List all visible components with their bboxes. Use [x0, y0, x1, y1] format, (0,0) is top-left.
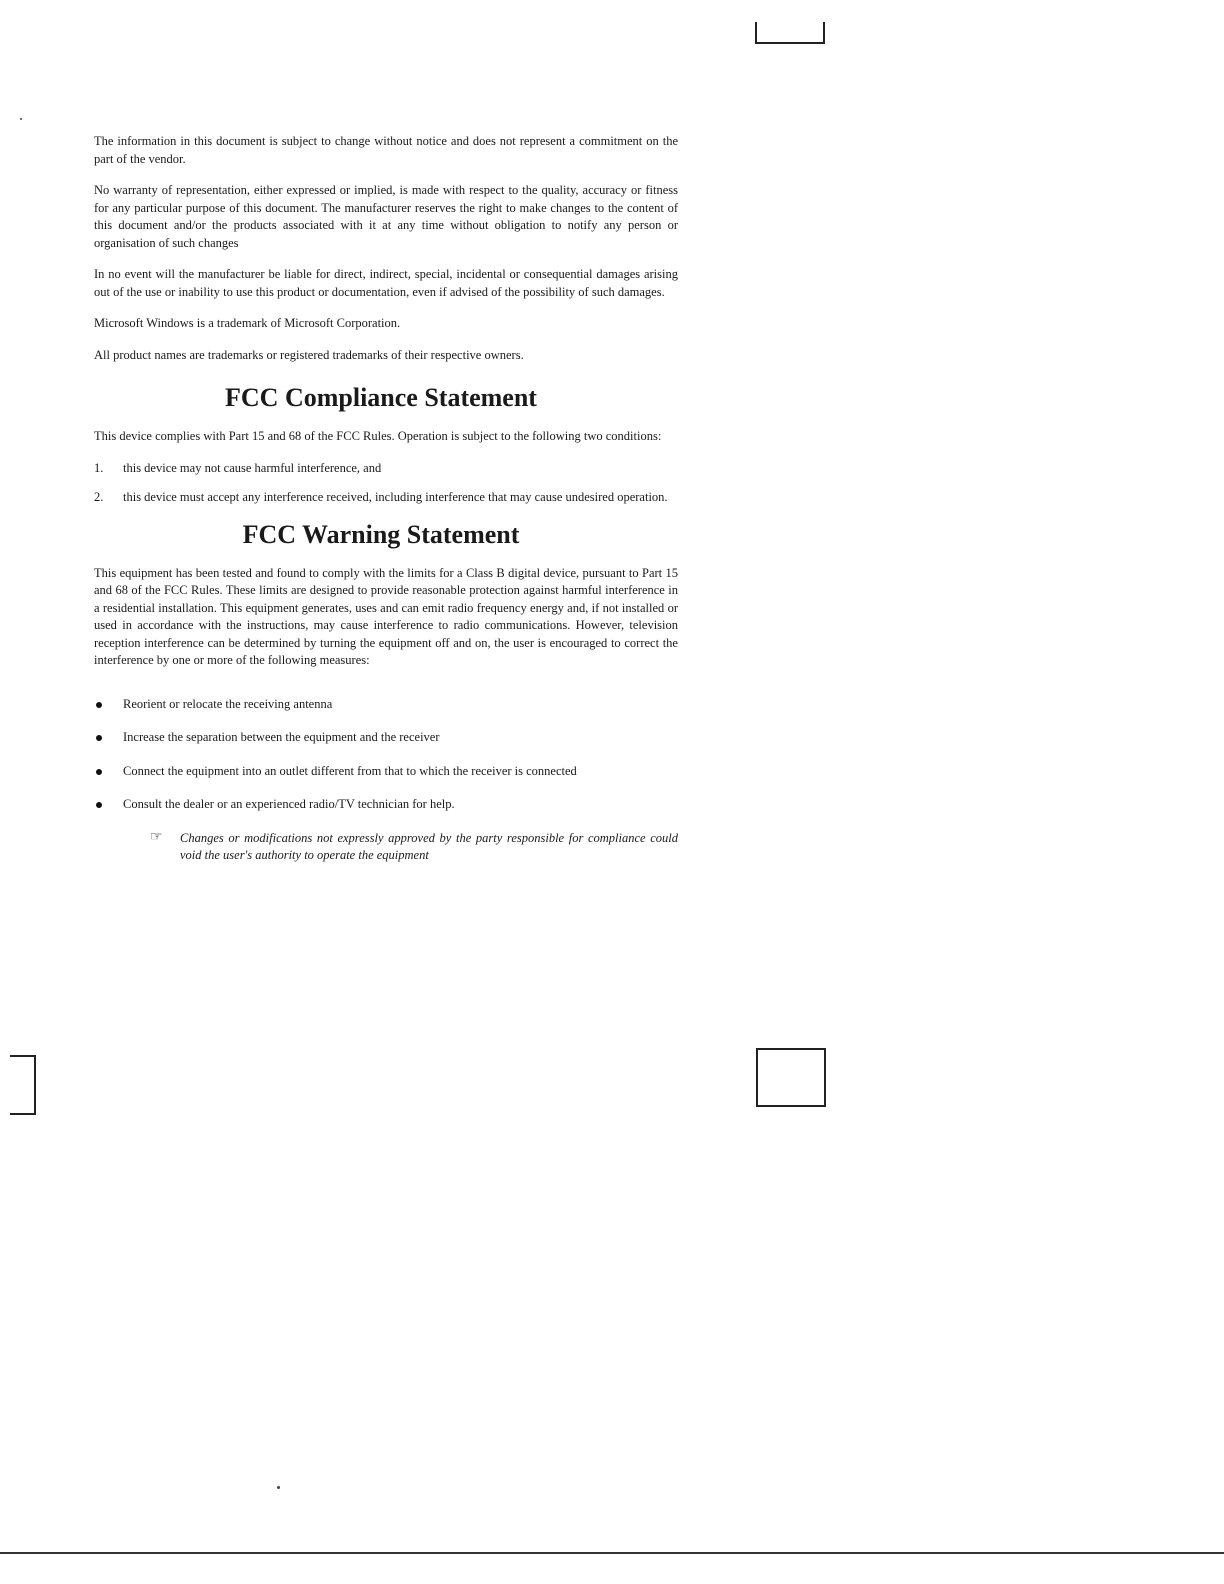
liability-paragraph: In no event will the manufacturer be liable for direct, indirect, special, incidental or consequential damages arising out of the use or inability to use this product or documentation, even if advised of the possibility of such damages.	[94, 267, 678, 299]
list-item	[94, 729, 678, 747]
registration-box	[756, 1048, 826, 1107]
list-item-text: Reorient or relocate the receiving antenna	[123, 696, 333, 711]
list-item	[94, 489, 678, 507]
crop-mark-left	[10, 1055, 36, 1115]
modification-note	[150, 829, 678, 865]
document-body	[94, 133, 678, 865]
scan-speck	[277, 1486, 280, 1489]
compliance-intro: This device complies with Part 15 and 68 of the FCC Rules. Operation is subject to the following two conditions:	[94, 429, 662, 443]
owners-paragraph: All product names are trademarks or registered trademarks of their respective owners.	[94, 347, 524, 362]
warranty-paragraph: No warranty of representation, either expressed or implied, is made with respect to the quality, accuracy or fitness for any particular purpose of this document. The manufacturer reserves the right to make changes to the content of this document and/or the products associated with it at any time without obligation to notify any person or organisation of such changes	[94, 183, 678, 250]
list-item-text: Increase the separation between the equipment and the receiver	[123, 730, 440, 744]
conditions-list	[94, 460, 678, 507]
bullet-icon	[96, 702, 102, 708]
note-text: Changes or modifications not expressly approved by the party responsible for compliance could void the user's authority to operate the equipment	[180, 830, 678, 862]
compliance-heading: FCC Compliance Statement	[225, 383, 537, 412]
notice-paragraph: The information in this document is subject to change without notice and does not represent a commitment on the part of the vendor.	[94, 134, 678, 166]
page-bottom-rule	[0, 1552, 1224, 1554]
list-item-text: Connect the equipment into an outlet different from that to which the receiver is connected	[123, 763, 577, 778]
list-item	[94, 460, 678, 478]
list-number: 1.	[94, 460, 104, 475]
crop-mark-top	[755, 22, 825, 44]
bullet-icon	[96, 769, 102, 775]
list-item-text: this device may not cause harmful interference, and	[123, 460, 382, 475]
warning-body: This equipment has been tested and found to comply with the limits for a Class B digital device, pursuant to Part 15 and 68 of the FCC Rules. These limits are designed to provide reasonable protection against harmful interference in a residential installation. This equipment generates, uses and can emit radio frequency energy and, if not installed or used in accordance with the instructions, may cause interference to radio communications. However, television reception interference can be determined by turning the equipment off and on, the user is encouraged to correct the interference by one or more of the following measures:	[94, 565, 678, 667]
list-item	[94, 696, 678, 714]
list-item	[94, 763, 678, 781]
list-item-text: this device must accept any interference received, including interference that may cause undesired operation.	[123, 490, 668, 504]
warning-heading: FCC Warning Statement	[242, 519, 520, 549]
pointing-hand-icon: ☞	[150, 829, 163, 845]
trademark-paragraph: Microsoft Windows is a trademark of Microsoft Corporation.	[94, 316, 401, 330]
bullet-icon	[96, 735, 102, 741]
bullet-icon	[96, 802, 102, 808]
list-item	[94, 796, 678, 814]
list-number: 2.	[94, 490, 104, 504]
list-item-text: Consult the dealer or an experienced radio/TV technician for help.	[123, 797, 455, 811]
measures-list	[94, 696, 678, 814]
scan-speck	[20, 118, 22, 120]
